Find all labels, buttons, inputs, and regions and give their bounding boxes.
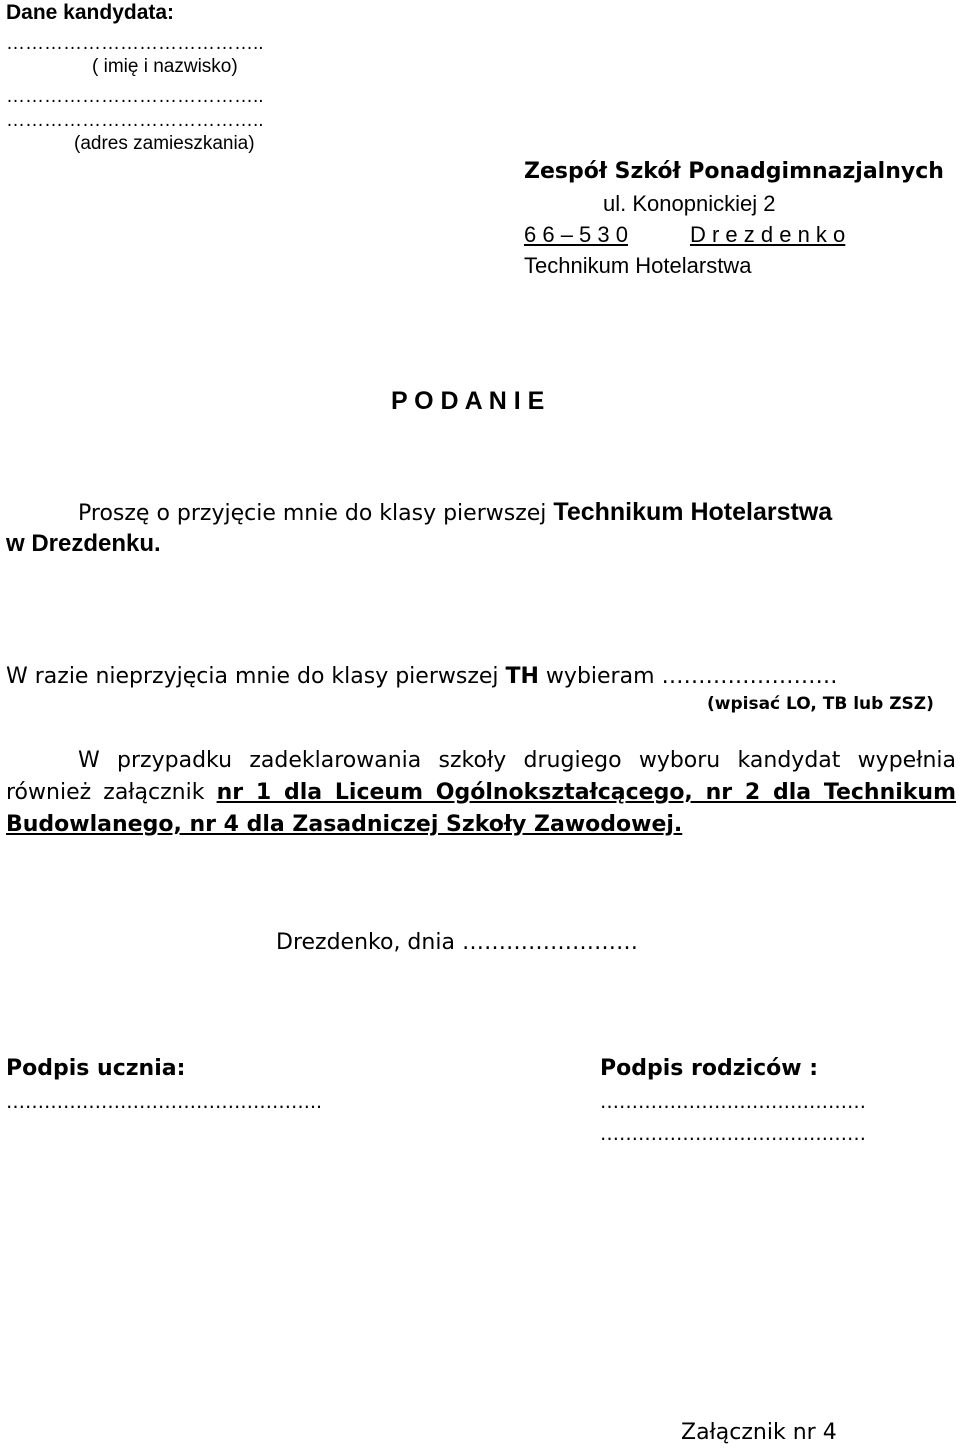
candidate-heading: Dane kandydata: xyxy=(6,1,175,24)
candidate-name-field[interactable]: ………………………………….. xyxy=(6,33,264,54)
request-continuation: w Drezdenku. xyxy=(6,530,161,557)
candidate-name-caption: ( imię i nazwisko) xyxy=(92,56,238,77)
place-date-label: Drezdenko, dnia xyxy=(276,930,462,955)
school-name: Zespół Szkół Ponadgimnazjalnych xyxy=(524,159,944,184)
document-title: P O D A N I E xyxy=(391,387,545,415)
second-choice-field[interactable]: …………………… xyxy=(661,664,838,689)
school-street: ul. Konopnickiej 2 xyxy=(603,191,776,216)
info-text: W przypadku zadeklarowania szkoły drugiego wyboru kandydat wypełnia również załącznik xyxy=(6,748,956,805)
place-date-line xyxy=(276,930,638,955)
school-city: D r e z d e n k o xyxy=(689,222,846,247)
candidate-address-field-1[interactable]: ………………………………….. xyxy=(6,86,264,107)
info-paragraph xyxy=(6,745,956,841)
student-signature-field[interactable]: ………………………………………….. xyxy=(6,1091,323,1113)
request-line xyxy=(78,498,832,527)
second-choice-hint: (wpisać LO, TB lub ZSZ) xyxy=(707,694,934,714)
student-signature-label: Podpis ucznia: xyxy=(6,1056,186,1081)
request-school-name: Technikum Hotelarstwa xyxy=(553,498,833,526)
second-choice-text: W razie nieprzyjęcia mnie do klasy pierwszej xyxy=(6,664,506,689)
second-choice-abbreviation: TH xyxy=(505,664,539,689)
school-unit: Technikum Hotelarstwa xyxy=(524,253,752,278)
parents-signature-field-1[interactable]: …………………………………… xyxy=(600,1091,866,1113)
candidate-address-field-2[interactable]: ………………………………….. xyxy=(6,110,264,131)
date-field[interactable]: …………………… xyxy=(461,930,638,955)
candidate-address-caption: (adres zamieszkania) xyxy=(74,133,255,154)
second-choice-line xyxy=(6,664,838,689)
info-attachments-list: nr 1 dla Liceum Ogólnokształcącego, nr 2 dla Technikum Budowlanego, nr 4 dla Zasadniczej Szkoły Zawodowej. xyxy=(6,780,956,837)
attachment-label: Załącznik nr 4 xyxy=(681,1420,837,1445)
second-choice-text-after: wybieram xyxy=(538,664,662,689)
parents-signature-label: Podpis rodziców : xyxy=(600,1056,819,1081)
parents-signature-field-2[interactable]: …………………………………… xyxy=(600,1123,866,1145)
school-postal-code: 6 6 – 5 3 0 xyxy=(524,222,628,247)
school-postal-line xyxy=(524,222,845,247)
request-text: Proszę o przyjęcie mnie do klasy pierwszej xyxy=(78,501,554,526)
